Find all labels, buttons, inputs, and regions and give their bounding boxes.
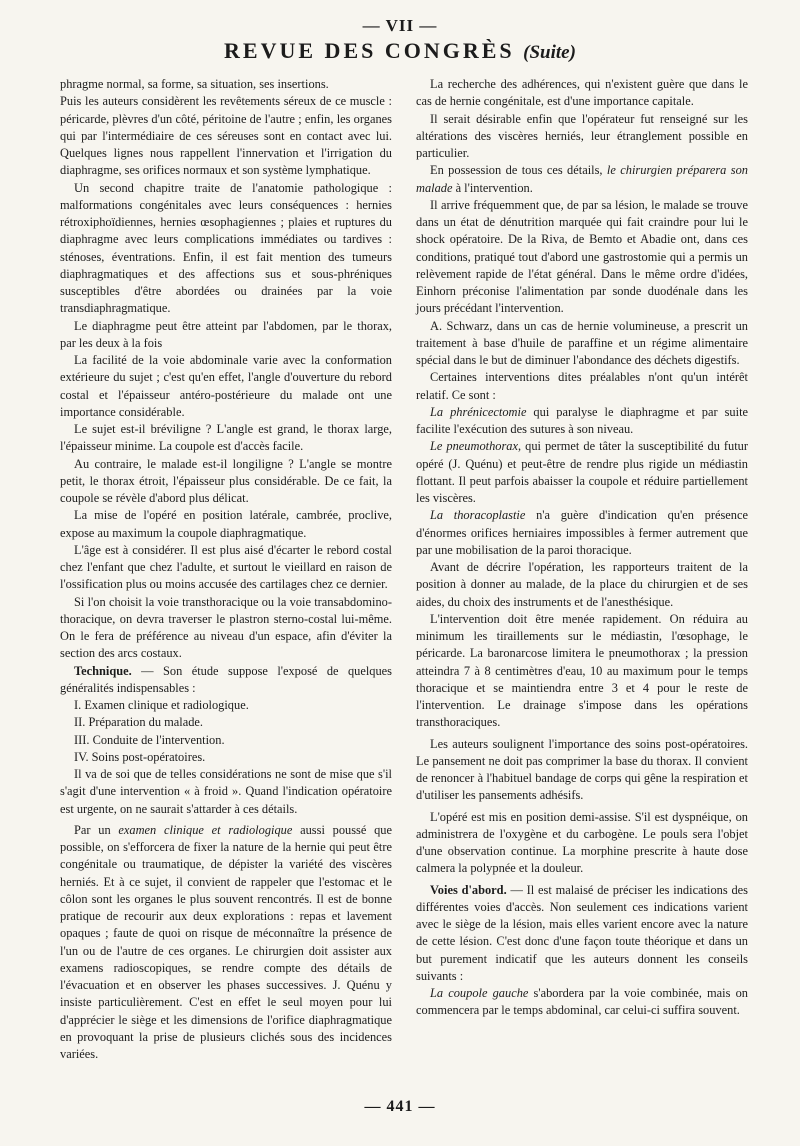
paragraph <box>60 594 392 663</box>
paragraph-text: L'intervention doit être menée rapidement. On réduira au minimum les tiraillements sur le médiastin, l'œsophage, le péricarde. La baronarcose limitera le pneumothorax ; la pression atteindra 7 à 8 centimètres d'eau, 10 au maximum pour le temps thoracique et se maintiendra entre 3 et 4 pour le reste de l'intervention. Le drainage s'impose dans les opérations transthoraciques. <box>416 611 748 730</box>
section-heading: Voies d'abord. <box>430 882 507 897</box>
paragraph <box>60 542 392 594</box>
paragraph <box>60 180 392 318</box>
paragraph-text: La recherche des adhérences, qui n'existent guère que dans le cas de hernie congénitale, est d'une importance capitale. <box>416 77 748 109</box>
paragraph <box>416 559 748 611</box>
paragraph-text: Le sujet est-il bréviligne ? L'angle est grand, le thorax large, l'épaisseur minime. La coupole est d'accès facile. <box>60 422 392 454</box>
paragraph-text: I. Examen clinique et radiologique. <box>74 698 249 712</box>
paragraph-text: — Son étude suppose l'exposé de quelques généralités indispensables : <box>60 663 392 695</box>
running-title <box>0 38 800 64</box>
paragraph <box>60 697 392 714</box>
paragraph-text: Certaines interventions dites préalables n'ont qu'un intérêt relatif. Ce sont : <box>416 370 748 402</box>
paragraph-text: L'âge est à considérer. Il est plus aisé d'écarter le rebord costal chez l'enfant que chez l'adulte, et surtout le vieillard en raison de l'ossification plus ou moins accusée des cartilages chez ce dernier. <box>60 542 392 592</box>
paragraph <box>60 352 392 421</box>
paragraph <box>60 456 392 508</box>
paragraph <box>60 822 392 1064</box>
paragraph-text: Avant de décrire l'opération, les rapporteurs traitent de la position à donner au malade, de la place du chirurgien et de ses aides, du choix des instruments et de l'anesthésique. <box>416 560 748 609</box>
paragraph <box>60 766 392 818</box>
paragraph-text: phragme normal, sa forme, sa situation, ses insertions. <box>60 77 329 91</box>
paragraph <box>416 985 748 1020</box>
paragraph-text: L'opéré est mis en position demi-assise. S'il est dyspnéique, on administrera de l'oxygène et du carbogène. Le pouls sera l'objet d'une observation continue. La morphine prescrite à haute dose calmera la polypnée et la douleur. <box>416 809 748 876</box>
right-column <box>416 76 748 1020</box>
left-column <box>60 76 392 1063</box>
italic-term: La phrénicectomie <box>430 404 527 419</box>
paragraph-text: Les auteurs soulignent l'importance des soins post-opératoires. Le pansement ne doit pas comprimer la base du thorax. Il convient de renoncer à l'habituel bandage de corps qui gêne la respiration et d'utiliser les pansements adhésifs. <box>416 736 748 803</box>
paragraph-text: aussi poussé que possible, on s'efforcera de fixer la nature de la hernie qui peut être congénitale ou traumatique, de dépister la variété des viscères herniés. Et à ce sujet, il convient de rappeler que l'estomac et le côlon sont les organes le plus souvent rencontrés. Il est de bonne pratique de recourir aux deux explorations : repas et lavement opaques ; faute de quoi on risque de méconnaître la présence de l'un ou de l'autre de ces organes. Le chirurgien doit assister aux examens radioscopiques, se rendre compte des détails de l'évacuation et en observer les phases successives. J. Quénu y insiste particulièrement. C'est en effet le seul moyen pour lui d'apprécier le siège et les dimensions de l'orifice diaphragmatique en provoquant la prise de plusieurs clichés sous des incidences variées. <box>60 822 392 1061</box>
italic-term: examen clinique et radiologique <box>118 822 293 837</box>
italic-term: La coupole gauche <box>430 986 529 1000</box>
paragraph <box>416 438 748 507</box>
paragraph <box>416 507 748 559</box>
paragraph <box>60 421 392 456</box>
paragraph-text: n'a guère d'indication qu'en présence d'énormes orifices herniaires impossibles à fermer autrement que par une mobilisation de la paroi thoracique. <box>416 508 748 557</box>
paragraph-text: Si l'on choisit la voie transthoracique ou la voie transabdomino-thoracique, on devra traverser le plastron sterno-costal lui-même. On le fera de préférence au niveau d'un espace, afin d'éviter la section des arcs costaux. <box>60 594 392 661</box>
paragraph-text: , qui permet de tâter la susceptibilité du futur opéré (J. Quénu) et peut-être de rendre plus rigide un médiastin flottant. Il peut parfois abaisser la coupole et réduire partiellement les viscères. <box>416 439 748 505</box>
paragraph <box>60 507 392 542</box>
paragraph-text: La facilité de la voie abdominale varie avec la conformation extérieure du sujet ; c'est qu'en effet, l'angle d'ouverture du rebord costal et l'épaisseur antéro-postérieure du malade ont une importance considérable. <box>60 353 392 419</box>
paragraph-prefix: En possession de tous ces détails, <box>430 163 607 178</box>
italic-term: le chirurgien préparera son malade <box>416 163 748 195</box>
paragraph <box>416 162 748 197</box>
paragraph-text: Il serait désirable enfin que l'opérateur fut renseigné sur les altérations des viscères herniés, leur étranglement possible en particulier. <box>416 111 748 160</box>
page-header <box>0 16 800 64</box>
paragraph-text: Il va de soi que de telles considérations ne sont de mise que s'il s'agit d'une intervention « à froid ». Quand l'indication opératoire est urgente, on ne saurait s'attarder à ces détails. <box>60 767 392 816</box>
paragraph-text: La mise de l'opéré en position latérale, cambrée, proclive, expose au maximum la coupole diaphragmatique. <box>60 508 392 540</box>
paragraph-text: II. Préparation du malade. <box>74 715 204 730</box>
paragraph-text: — Il est malaisé de préciser les indications des différentes voies d'accès. Non seulement ces indications varient avec le siège de la lésion, mais elles varient encore avec la nature de cette lésion. C'est donc d'une façon toute théorique et dans un but purement indicatif que les auteurs donnent les conseils suivants : <box>416 882 748 983</box>
section-heading: Technique. <box>74 663 132 678</box>
paragraph <box>416 809 748 878</box>
paragraph <box>60 318 392 353</box>
paragraph-text: Un second chapitre traite de l'anatomie pathologique : malformations congénitales avec leurs conséquences : hernies rétroxiphoïdiennes, hernies œsophagiennes ; plaies et ruptures du diaphragme avec leurs complications immédiates ou tardives : sténoses, éventrations. Enfin, il est fait mention des tumeurs diaphragmatiques et des affections sus et sous-phréniques susceptibles d'être abordées ou drainées par la voie transdiaphragmatique. <box>60 180 392 316</box>
paragraph <box>416 611 748 732</box>
paragraph-text: III. Conduite de l'intervention. <box>74 732 225 747</box>
paragraph <box>416 736 748 805</box>
paragraph <box>416 197 748 318</box>
paragraph <box>416 369 748 404</box>
paragraph <box>60 76 392 93</box>
paragraph-prefix: Par un <box>74 822 119 837</box>
italic-term: La thoracoplastie <box>430 508 526 523</box>
paragraph <box>60 663 392 698</box>
page-roman-number: — VII — <box>362 16 438 35</box>
paragraph-text: Puis les auteurs considèrent les revêtements séreux de ce muscle : péricarde, plèvres d'un côté, péritoine de l'autre ; enfin, les organes qui par l'intermédiaire de ces séreuses sont en contact avec lui. Quelques lignes nous rappellent l'innervation et l'irrigation du diaphragme, ses orifices normaux et son système lymphatique. <box>60 94 392 178</box>
running-title-suffix: (Suite) <box>523 42 576 63</box>
paragraph-text: qui paralyse le diaphragme et par suite facilite l'exécution des sutures à son niveau. <box>416 404 749 436</box>
paragraph <box>60 749 392 766</box>
paragraph <box>416 404 748 439</box>
paragraph-text: Au contraire, le malade est-il longiligne ? L'angle se montre petit, le thorax étroit, l'épaisseur plus considérable. De ce fait, la coupole se révèle d'abord plus délicat. <box>60 456 392 505</box>
page-number: — 441 — <box>364 1098 436 1115</box>
paragraph <box>416 111 748 163</box>
paragraph-text: s'abordera par la voie combinée, mais on commencera par le temps abdominal, car celui-ci suffira souvent. <box>416 986 748 1018</box>
paragraph-text: A. Schwarz, dans un cas de hernie volumineuse, a prescrit un traitement à base d'huile de paraffine et un régime alimentaire spécial dans le but de diminuer l'abondance des déchets digestifs. <box>416 318 748 367</box>
paragraph <box>416 318 748 370</box>
paragraph <box>416 882 748 986</box>
italic-term: Le pneumothorax <box>430 439 518 454</box>
paragraph <box>60 732 392 749</box>
paragraph <box>60 93 392 179</box>
paragraph-text: à l'intervention. <box>452 180 533 195</box>
paragraph <box>60 714 392 731</box>
paragraph-text: Il arrive fréquemment que, de par sa lésion, le malade se trouve dans un état de dénutrition marquée qui fait craindre pour lui le shock opératoire. De la Riva, de Bemto et Abadie ont, dans ces conditions, pratiqué tout d'abord une gastrostomie qui a permis un relèvement rapide de l'état général. Dans le même ordre d'idées, Einhorn préconise l'alimentation par sonde duodénale dans les jours précédant l'intervention. <box>416 197 748 316</box>
paragraph <box>416 76 748 111</box>
running-title-text: REVUE DES CONGRÈS <box>224 38 515 63</box>
paragraph-text: IV. Soins post-opératoires. <box>74 749 206 764</box>
paragraph-text: Le diaphragme peut être atteint par l'abdomen, par le thorax, par les deux à la fois <box>60 318 392 350</box>
